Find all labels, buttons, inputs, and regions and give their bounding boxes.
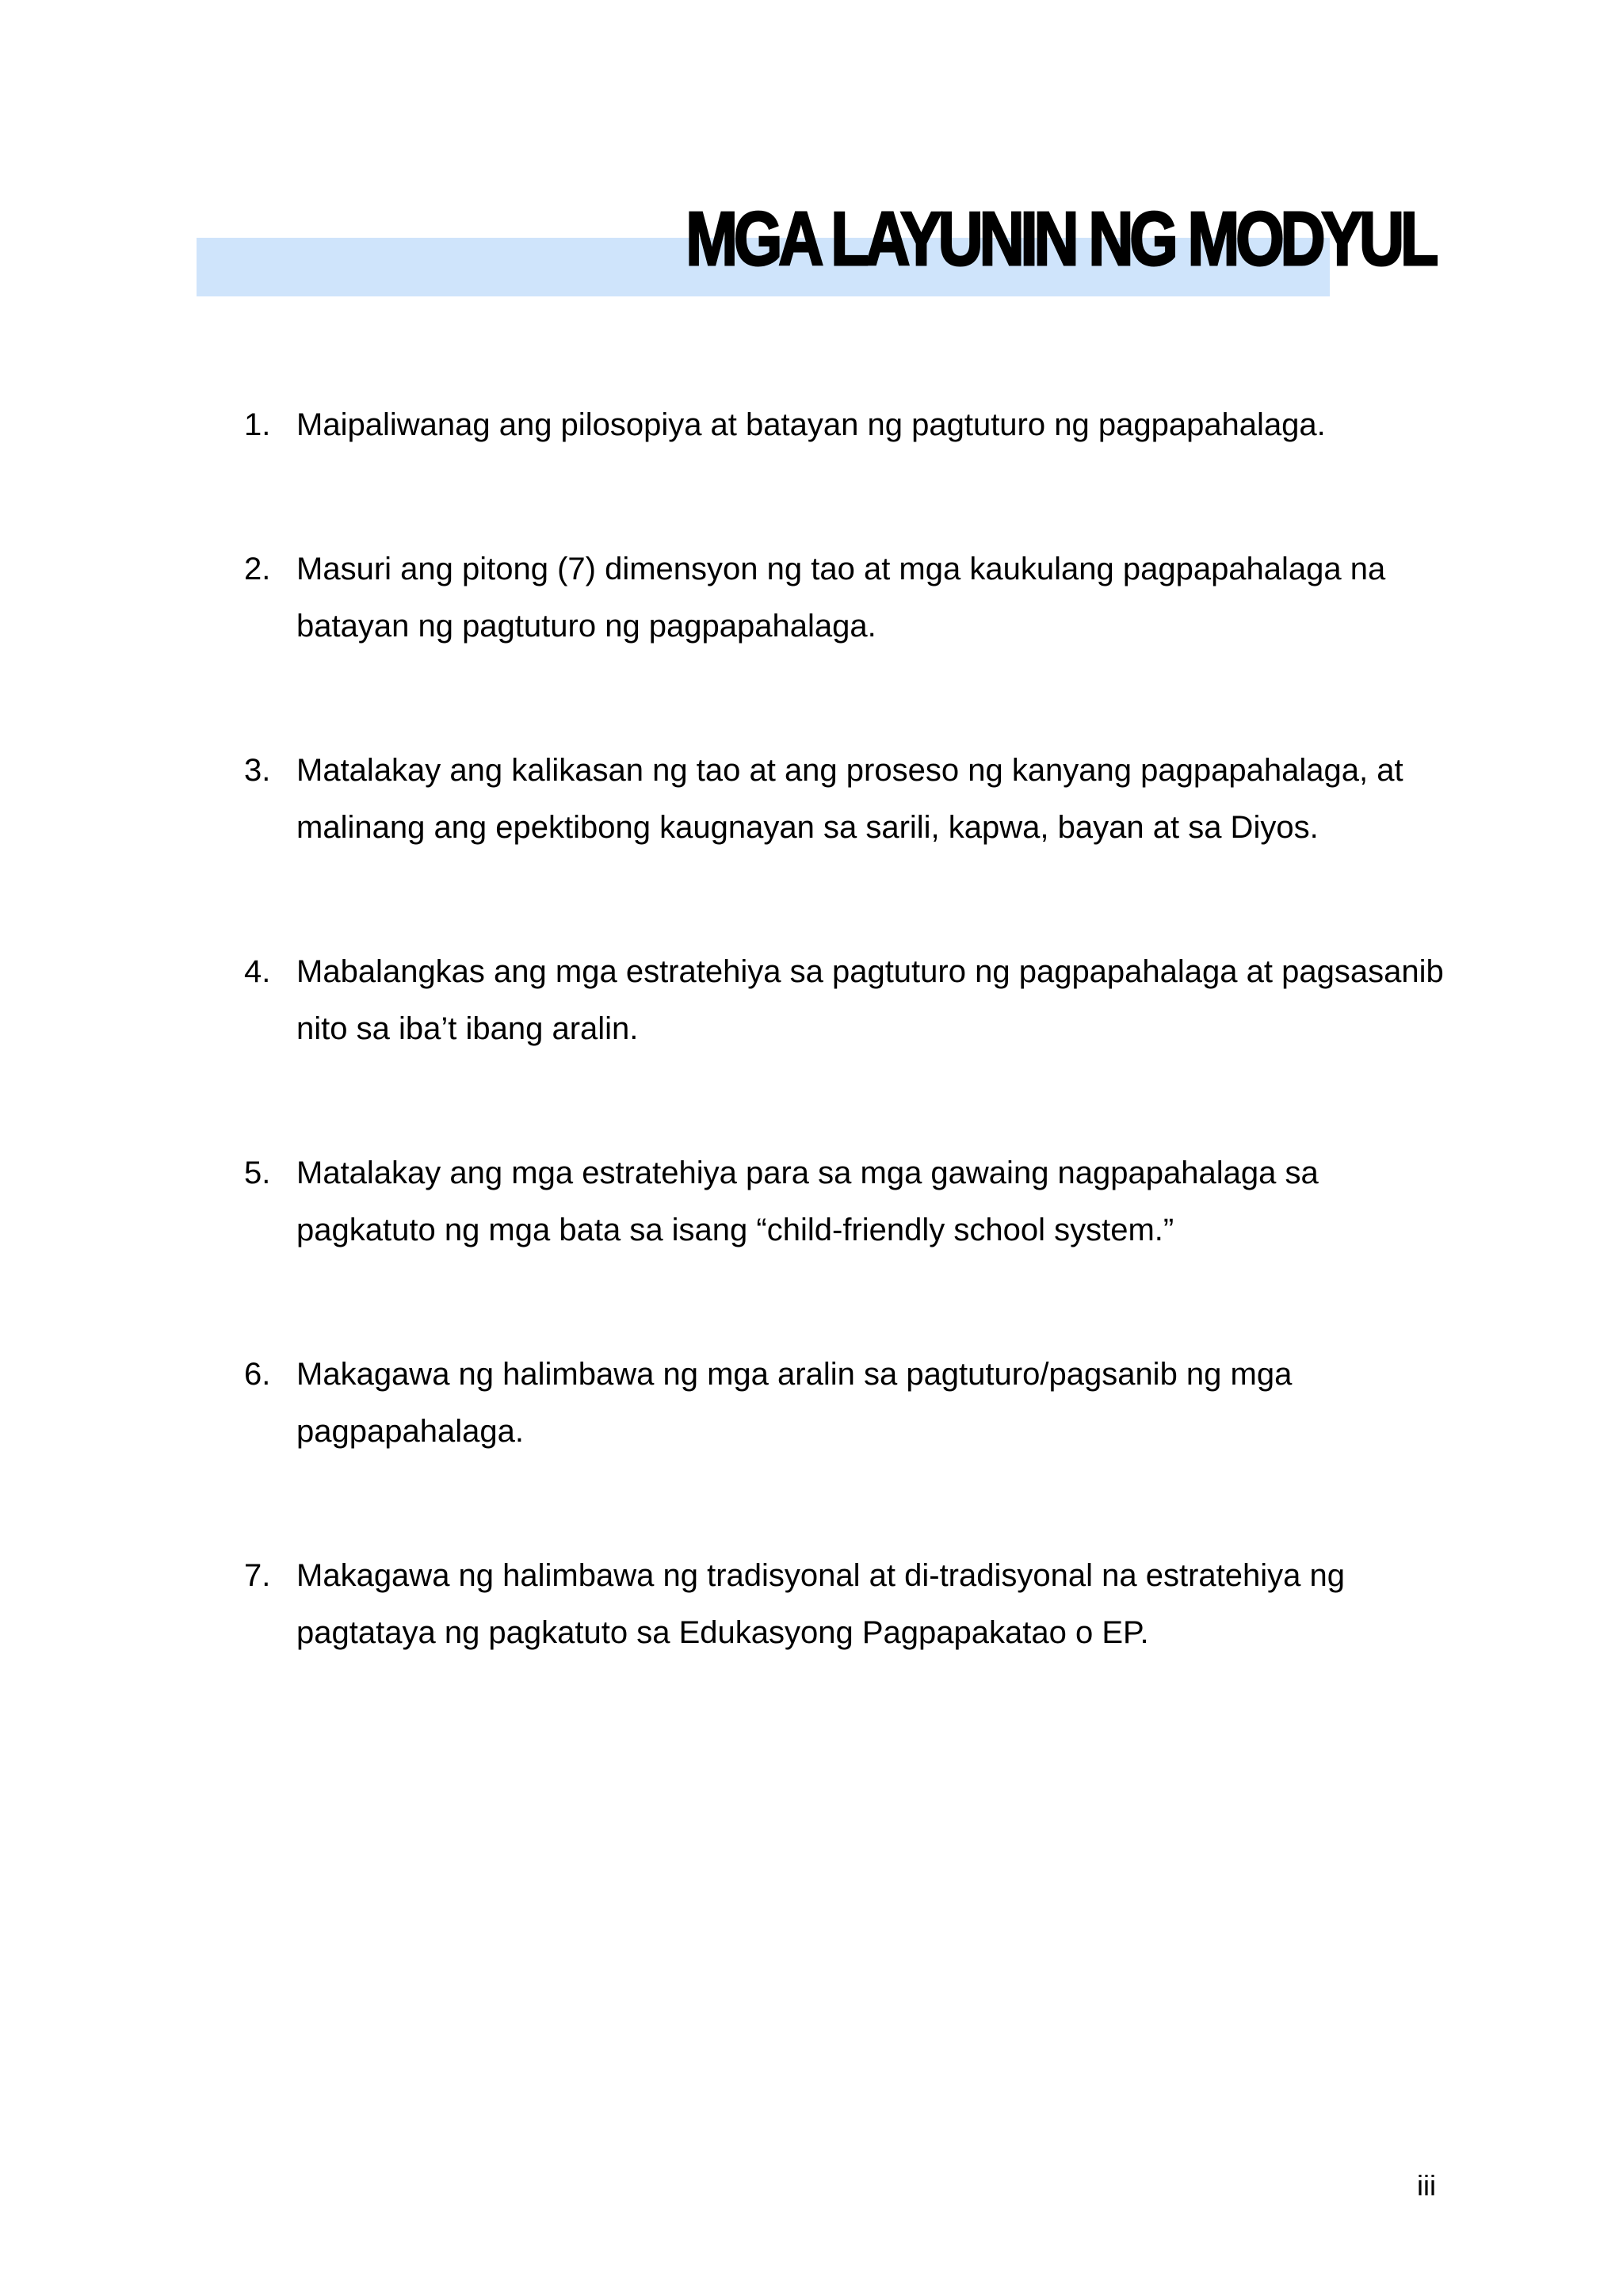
page-number: iii [1417,2169,1436,2202]
objective-number: 1. [244,407,271,442]
objective-item-3 [244,742,1465,856]
objective-text: Mabalangkas ang mga estratehiya sa pagtuturo ng pagpapahalaga at pagsasanib nito sa iba’t ibang aralin. [296,954,1444,1046]
objective-number: 6. [244,1357,271,1392]
objective-item-4 [244,943,1465,1057]
objective-text: Matalakay ang mga estratehiya para sa mga gawaing nagpapahalaga sa pagkatuto ng mga bata sa isang “child-friendly school system.” [296,1156,1319,1247]
objective-number: 5. [244,1156,271,1190]
objective-number: 2. [244,552,271,586]
objective-number: 7. [244,1558,271,1593]
page-title: MGA LAYUNIN NG MODYUL [685,197,1434,281]
objective-text: Matalakay ang kalikasan ng tao at ang proseso ng kanyang pagpapahalaga, at malinang ang epektibong kaugnayan sa sarili, kapwa, bayan at sa Diyos. [296,753,1403,845]
objectives-list [244,396,1465,1748]
objective-number: 4. [244,954,271,989]
objective-item-1 [244,396,1465,453]
objective-text: Maipaliwanag ang pilosopiya at batayan ng pagtuturo ng pagpapahalaga. [296,407,1326,442]
objective-item-6 [244,1346,1465,1460]
objective-item-2 [244,541,1465,655]
objective-number: 3. [244,753,271,788]
objective-text: Makagawa ng halimbawa ng mga aralin sa pagtuturo/pagsanib ng mga pagpapahalaga. [296,1357,1293,1449]
objective-item-5 [244,1144,1465,1259]
objective-text: Masuri ang pitong (7) dimensyon ng tao at mga kaukulang pagpapahalaga na batayan ng pagtuturo ng pagpapahalaga. [296,552,1386,644]
objective-text: Makagawa ng halimbawa ng tradisyonal at di-tradisyonal na estratehiya ng pagtataya ng pagkatuto sa Edukasyong Pagpapakatao o EP. [296,1558,1345,1650]
objective-item-7 [244,1547,1465,1661]
